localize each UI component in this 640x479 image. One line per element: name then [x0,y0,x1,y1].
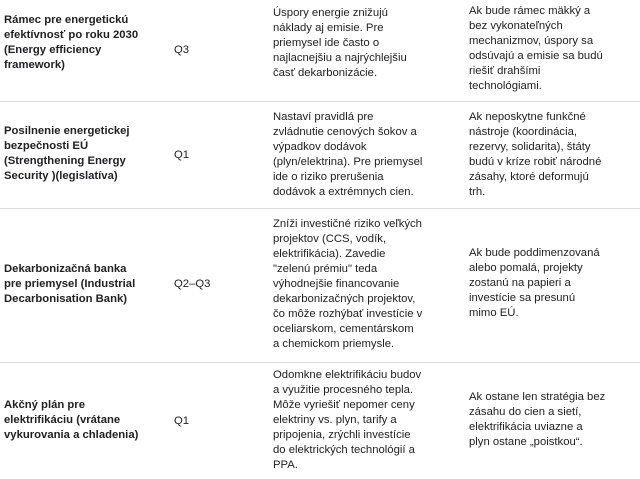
impact-text: Odomkne elektrifikáciu budov a využitie procesného tepla. Môže vyriešiť nepomer ceny elektriny vs. plyn, tarify a pripojenia, zrýchli investície do elektrických technológií a PPA. [273,369,422,471]
measure-name: Posilnenie energetickej bezpečnosti EÚ (Strengthening Energy Security )(legislatíva) [4,125,130,182]
table-row [0,209,640,363]
impact-text: Úspory energie znižujú náklady aj emisie. Pre priemysel ide často o najlacnejšiu a najrýchlejšiu časť dekarbonizácie. [273,7,407,79]
risk-text: Ak ostane len stratégia bez zásahu do cien a sietí, elektrifikácia uviazne a plyn ostane „poistkou“. [469,391,606,448]
table-row [0,0,640,102]
table-row [0,363,640,479]
risk-text: Ak bude rámec mäkký a bez vykonateľných mechanizmov, úspory sa odsúvajú a emisie sa budú riešiť drahšími technológiami. [469,5,603,92]
impact-text: Nastaví pravidlá pre zvládnutie cenových šokov a výpadkov dodávok (plyn/elektrina). Pre priemysel ide o riziko prerušenia dodávok a extrémnych cien. [273,111,423,198]
measure-name: Akčný plán pre elektrifikáciu (vrátane vykurovania a chladenia) [4,399,139,441]
timing: Q2–Q3 [174,278,211,290]
measure-name: Dekarbonizačná banka pre priemysel (Industrial Decarbonisation Bank) [4,263,136,305]
timing: Q1 [174,415,190,427]
risk-text: Ak bude poddimenzovaná alebo pomalá, projekty zostanú na papieri a investície sa presunú mimo EÚ. [469,247,600,319]
timing: Q3 [174,44,190,56]
risk-text: Ak neposkytne funkčné nástroje (koordinácia, rezervy, solidarita), štáty budú v kríze robiť národné zásahy, ktoré deformujú trh. [469,111,602,198]
measure-name: Rámec pre energetickú efektívnosť po roku 2030 (Energy efficiency framework) [4,14,139,71]
timing: Q1 [174,149,190,161]
table-row [0,102,640,209]
impact-text: Zníži investičné riziko veľkých projektov (CCS, vodík, elektrifikácia). Zavedie "zelenú prémiu" teda výhodnejšie financovanie dekarbonizačných projektov, čo môže rozhýbať investície v oceliarskom, cementárskom a chemickom priemysle. [273,218,423,350]
